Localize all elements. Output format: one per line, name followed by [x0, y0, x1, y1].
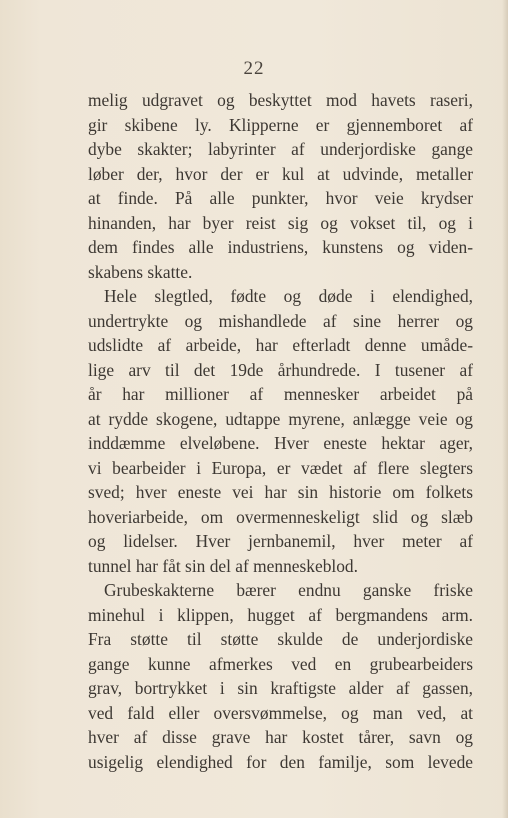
text-line: undertrykte og mishandlede af sine herrer og — [88, 310, 473, 331]
text-line: minehul i klippen, hugget af bergmandens arm. — [88, 604, 473, 625]
text-line: dem findes alle industriens, kunstens og viden- — [88, 237, 473, 257]
text-line: og lidelser. Hver jernbanemil, hver meter af — [88, 531, 473, 551]
text-line: hver af disse grave har kostet tårer, savn og — [88, 727, 473, 747]
text-line: gange kunne afmerkes ved en grubearbeiders — [88, 653, 473, 674]
text-line: ved fald eller oversvømmelse, og man ved, at — [88, 702, 473, 723]
text-line: tunnel har fåt sin del af menneskeblod. — [88, 555, 358, 576]
text-line: løber der, hvor der er kul at udvinde, metaller — [88, 163, 473, 184]
text-line: inddæmme elveløbene. Hver eneste hektar ager, — [88, 433, 473, 453]
text-line: sved; hver eneste vei har sin historie om folkets — [88, 482, 473, 502]
text-line: at finde. På alle punkter, hvor veie krydser — [88, 188, 473, 208]
text-line: skabens skatte. — [88, 261, 193, 282]
text-line: Hele slegtled, fødte og døde i elendighed, — [104, 286, 473, 306]
text-line: dybe skakter; labyrinter af underjordiske gange — [88, 139, 473, 159]
text-line: år har millioner af mennesker arbeidet på — [88, 384, 473, 404]
text-line: melig udgravet og beskyttet mod havets raseri, — [88, 90, 473, 110]
page-edge-shadow — [502, 0, 508, 818]
text-line: udslidte af arbeide, har efterladt denne umåde- — [88, 335, 473, 355]
text-line: gir skibene ly. Klipperne er gjennemboret af — [88, 114, 473, 135]
text-line: at rydde skogene, udtappe myrene, anlægge veie og — [88, 408, 473, 429]
text-line: hoveriarbeide, om overmenneskeligt slid og slæb — [88, 506, 473, 527]
text-line: lige arv til det 19de århundrede. I tusener af — [88, 359, 473, 380]
text-line: Grubeskakterne bærer endnu ganske friske — [104, 580, 473, 600]
text-line: usigelig elendighed for den familje, som levede — [88, 751, 473, 772]
text-line: hinanden, har byer reist sig og vokset til, og i — [88, 212, 473, 233]
body-text — [88, 88, 473, 774]
text-line: Fra støtte til støtte skulde de underjordiske — [88, 629, 473, 649]
text-line: grav, bortrykket i sin kraftigste alder af gassen, — [88, 678, 473, 698]
text-line: vi bearbeider i Europa, er vædet af flere slegters — [88, 457, 473, 478]
page-number: 22 — [243, 58, 265, 79]
